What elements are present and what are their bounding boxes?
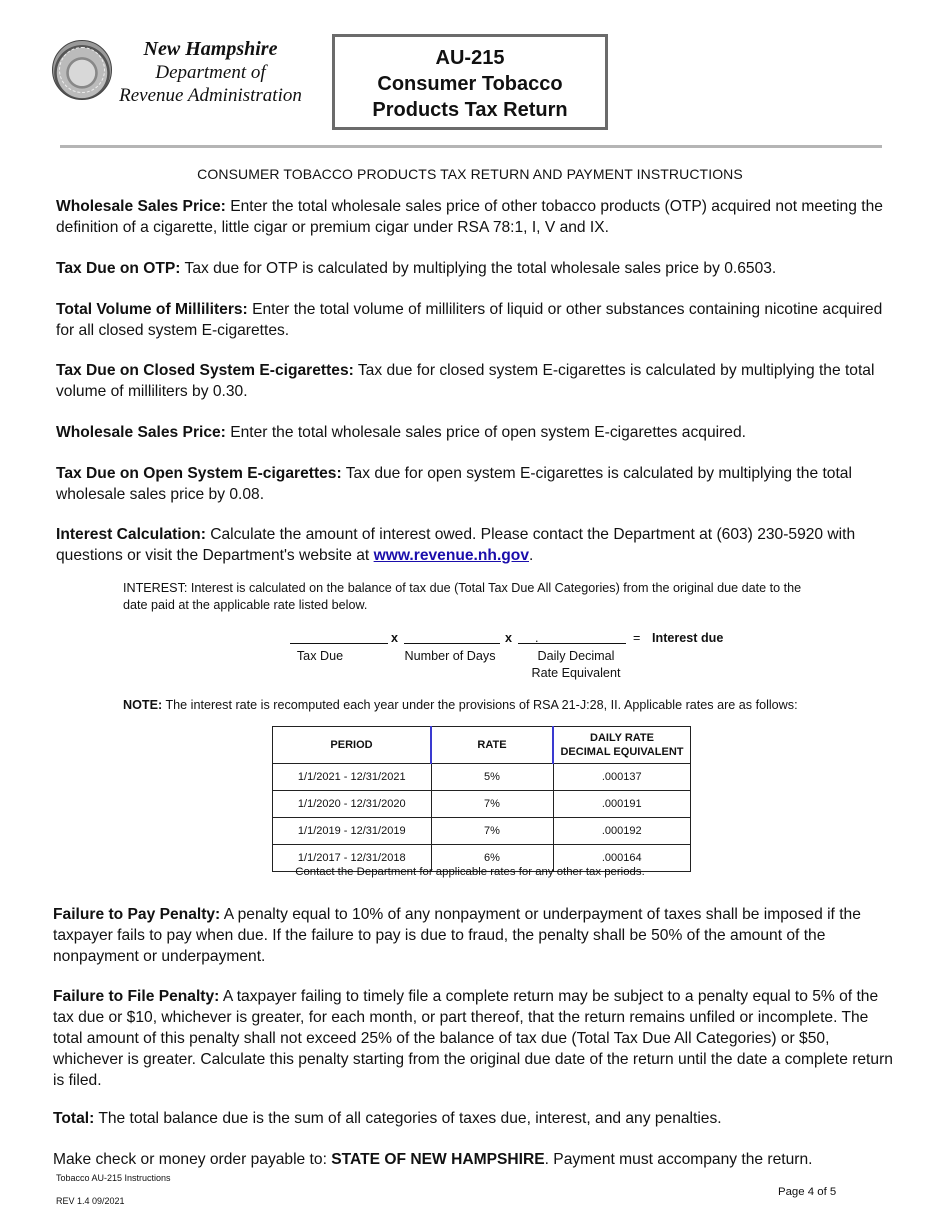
payment-text-1: Make check or money order payable to: (53, 1151, 332, 1168)
multiply-sign-2: x (505, 631, 513, 645)
number-of-days-blank (404, 643, 500, 644)
rate-cell: 5% (431, 764, 553, 791)
form-title-box (332, 34, 608, 130)
payment-text-2: . Payment must accompany the return. (544, 1151, 813, 1168)
agency-name: New Hampshire (143, 38, 278, 60)
form-title-line-2: Products Tax Return (372, 99, 568, 121)
table-row (273, 818, 691, 845)
section-label: Total: (53, 1110, 95, 1127)
tax-due-label: Tax Due (296, 649, 344, 663)
decimal-cell: .000192 (553, 818, 691, 845)
section-text: The total balance due is the sum of all categories of taxes due, interest, and any penalties. (94, 1110, 722, 1127)
table-row (273, 791, 691, 818)
decimal-cell: .000137 (553, 764, 691, 791)
decimal-cell: .000191 (553, 791, 691, 818)
rate-cell: 7% (431, 791, 553, 818)
section-tax-due-closed-system (56, 360, 896, 402)
section-text: Calculate the amount of interest owed. Please contact the Department at (603) 230-5920 with questions or visit the Department's website at (56, 526, 856, 564)
rate-note (123, 697, 823, 714)
header-divider (60, 145, 882, 148)
section-tax-due-otp (56, 258, 896, 279)
section-text: Enter the total wholesale sales price of open system E-cigarettes acquired. (225, 424, 746, 441)
daily-decimal-line-1: Daily Decimal (537, 649, 615, 663)
section-text: Tax due for closed system E-cigarettes is calculated by multiplying the total volume of milliliters by 0.30. (56, 362, 875, 400)
page-header (0, 0, 950, 150)
equals-sign: = (633, 631, 641, 645)
section-label: Tax Due on OTP: (56, 260, 181, 277)
section-label: Tax Due on Closed System E-cigarettes: (56, 362, 354, 379)
rate-cell: 6% (431, 845, 553, 872)
section-text: Tax due for OTP is calculated by multiplying the total wholesale sales price by 0.6503. (180, 260, 777, 277)
daily-rate-header-line-2: DECIMAL EQUIVALENT (560, 746, 684, 758)
daily-decimal-line-2: Rate Equivalent (531, 666, 621, 680)
section-text: A penalty equal to 10% of any nonpayment or underpayment of taxes shall be imposed if the taxpayer fails to pay when due. If the failure to pay is due to fraud, the penalty shall be 50% of the amount of the nonpayment or underpayment. (53, 906, 861, 965)
section-failure-to-file-penalty (53, 986, 893, 1091)
interest-rates-table (272, 726, 691, 872)
interest-note: INTEREST: Interest is calculated on the balance of tax due (Total Tax Due All Categories) from the original due date to the date paid at the applicable rate listed below. (123, 581, 802, 612)
revenue-website-link[interactable]: www.revenue.nh.gov (373, 547, 529, 564)
period-cell: 1/1/2017 - 12/31/2018 (273, 845, 432, 872)
section-tax-due-open-system (56, 463, 896, 505)
tax-due-blank (290, 643, 388, 644)
period-cell: 1/1/2021 - 12/31/2021 (273, 764, 432, 791)
multiply-sign-1: x (391, 631, 399, 645)
section-label: Failure to File Penalty: (53, 988, 220, 1005)
payment-instructions (53, 1149, 893, 1170)
period-cell: 1/1/2020 - 12/31/2020 (273, 791, 432, 818)
footer-doc-name: Tobacco AU-215 Instructions (56, 1173, 171, 1183)
page-number: Page 4 of 5 (778, 1186, 837, 1198)
section-wholesale-sales-price-open (56, 422, 896, 443)
section-wholesale-sales-price-otp (56, 196, 896, 238)
section-label: Failure to Pay Penalty: (53, 906, 221, 923)
section-total-volume-milliliters (56, 299, 896, 341)
section-label: Total Volume of Milliliters: (56, 301, 248, 318)
section-text: Tax due for open system E-cigarettes is calculated by multiplying the total wholesale sales price by 0.08. (56, 465, 852, 503)
page-subtitle: CONSUMER TOBACCO PRODUCTS TAX RETURN AND PAYMENT INSTRUCTIONS (197, 166, 743, 182)
table-header-row (273, 727, 691, 764)
interest-formula (0, 630, 950, 682)
rate-note-label: NOTE: (123, 698, 163, 712)
section-failure-to-pay-penalty (53, 904, 893, 967)
column-header-daily-rate (553, 727, 691, 764)
payee-name: STATE OF NEW HAMPSHIRE (331, 1151, 545, 1168)
section-text: A taxpayer failing to timely file a complete return may be subject to a penalty equal to 5% of the tax due or $10, whichever is greater, for each month, or part thereof, that the return remains unfiled or incomplete. The total amount of this penalty shall not exceed 25% of the balance of tax due (Total Tax Due All Categories) or $50, whichever is greater. Calculate this penalty starting from the original due date of the return until the date a complete return is filed. (53, 988, 893, 1089)
form-number: AU-215 (435, 47, 505, 69)
rate-cell: 7% (431, 818, 553, 845)
section-label: Wholesale Sales Price: (56, 424, 226, 441)
section-text-end: . (529, 547, 534, 564)
decimal-cell: .000164 (553, 845, 691, 872)
daily-decimal-label (524, 648, 628, 682)
column-header-period: PERIOD (273, 727, 432, 764)
table-row (273, 764, 691, 791)
interest-due-label: Interest due (652, 631, 724, 645)
section-total (53, 1108, 893, 1129)
rate-note-text: The interest rate is recomputed each year under the provisions of RSA 21-J:28, II. Applicable rates are as follows: (162, 698, 798, 712)
state-seal-icon (52, 40, 112, 100)
section-label: Tax Due on Open System E-cigarettes: (56, 465, 342, 482)
section-label: Wholesale Sales Price: (56, 198, 226, 215)
table-caption: Contact the Department for applicable rates for any other tax periods. (295, 866, 645, 878)
section-label: Interest Calculation: (56, 526, 206, 543)
agency-line-3: Revenue Administration (119, 85, 302, 106)
agency-name-block (108, 38, 313, 107)
section-text: Enter the total wholesale sales price of other tobacco products (OTP) acquired not meeting the definition of a cigarette, little cigar or premium cigar under RSA 78:1, I, V and IX. (56, 198, 883, 236)
agency-line-2: Department of (155, 62, 266, 83)
number-of-days-label: Number of Days (404, 649, 496, 663)
column-header-rate: RATE (431, 727, 553, 764)
section-text: Enter the total volume of milliliters of liquid or other substances containing nicotine acquired for all closed system E-cigarettes. (56, 301, 883, 339)
section-interest-calculation (56, 524, 896, 566)
footer-revision: REV 1.4 09/2021 (56, 1196, 125, 1206)
form-title-line-1: Consumer Tobacco (377, 73, 563, 95)
period-cell: 1/1/2019 - 12/31/2019 (273, 818, 432, 845)
daily-rate-header-line-1: DAILY RATE (590, 732, 654, 744)
decimal-point: . (535, 631, 539, 645)
